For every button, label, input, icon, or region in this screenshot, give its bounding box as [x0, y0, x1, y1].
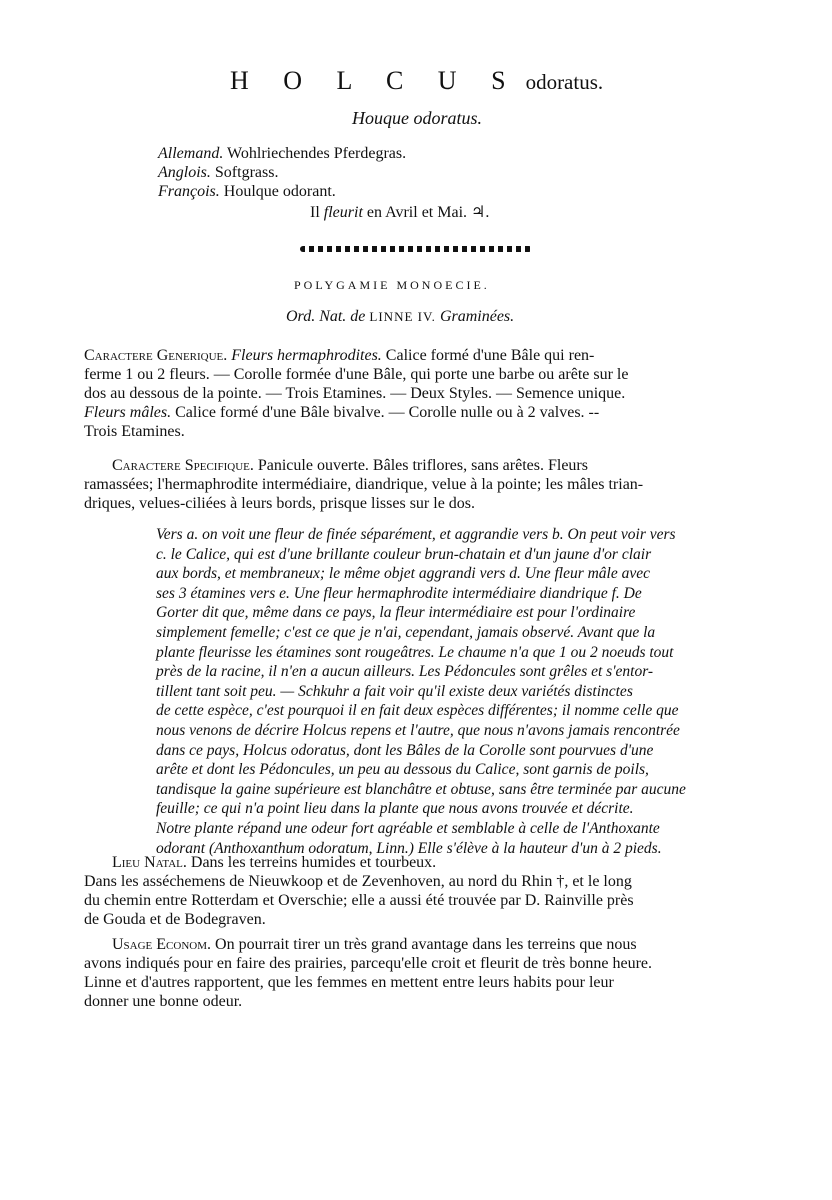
text-line [84, 384, 628, 403]
economic-use-section [84, 935, 652, 1011]
text-line: feuille; ce qui n'a point lieu dans la plante que nous avons trouvée et décrite. [156, 800, 634, 818]
text-run: ramassées; l'hermaphrodite intermédiaire, diandrique, velue à la pointe; les mâles trian- [84, 476, 644, 493]
genus-name: H O L C U S [230, 66, 520, 95]
section-label: Caractere Specifique. [112, 457, 254, 474]
vernacular-name: Softgrass. [214, 164, 279, 181]
text-run: Calice formé d'une Bâle qui ren- [381, 347, 595, 364]
section-label: Lieu Natal. [112, 854, 187, 871]
text-line: Vers a. on voit une fleur de finée séparément, et aggrandie vers b. On peut voir vers [156, 526, 676, 543]
text-line: près de la racine, il n'en a aucun ailleurs. Les Pédoncules sont grêles et s'entor- [156, 663, 654, 681]
flowering-months: en Avril et Mai. ♃. [366, 204, 490, 221]
ornamental-divider [300, 246, 532, 252]
order-prefix: Ord. Nat. de [286, 308, 366, 325]
text-line: avons indiqués pour en faire des prairies, parcequ'elle croit et fleurit de très bonne heure. [84, 955, 652, 972]
specific-character [84, 456, 643, 513]
order-family: Graminées. [439, 308, 515, 325]
vernacular-row [158, 144, 406, 163]
text-run: Fleurs hermaphrodites. [231, 347, 382, 364]
text-line: tandisque la gaine supérieure est blanchâtre et obtuse, sans être terminée par aucune [156, 780, 686, 798]
text-line [84, 365, 628, 384]
habitat-section [84, 853, 634, 929]
french-title: Houque odoratus. [352, 108, 482, 128]
text-line: Gorter dit que, même dans ce pays, la fleur intermédiaire est pour l'ordinaire [156, 604, 636, 622]
text-run: Dans les terreins humides et tourbeux. [186, 854, 437, 871]
text-line: dans ce pays, Holcus odoratus, dont les Bâles de la Corolle sont pourvues d'une [156, 741, 654, 759]
text-line: du chemin entre Rotterdam et Overschie; elle a aussi été trouvée par D. Rainville près [84, 892, 634, 909]
text-line: arête et dont les Pédoncules, un peu au dessous du Calice, sont garnis de poils, [156, 761, 649, 779]
species-name: odoratus. [525, 70, 604, 94]
order-linne: LINNE IV. [369, 309, 436, 324]
linnaean-class: POLYGAMIE MONOECIE. [294, 278, 490, 292]
text-line: tillent tant soit peu. — Schkuhr a fait voir qu'il existe deux variétés distinctes [156, 682, 633, 700]
language-label: Allemand. [158, 145, 224, 162]
vernacular-row [158, 163, 406, 182]
text-run: driques, velues-ciliées à leurs bords, prisque lisses sur le dos. [84, 495, 476, 512]
text-line: Dans les asséchemens de Nieuwkoop et de Zevenhoven, au nord du Rhin †, et le long [84, 873, 632, 890]
flowering-period [310, 202, 489, 222]
text-line [84, 456, 643, 475]
vernacular-names [158, 144, 406, 201]
text-line: de cette espèce, c'est pourquoi il en fait deux espèces différentes; il nomme celle que [156, 702, 679, 720]
text-line: donner une bonne odeur. [84, 993, 243, 1010]
text-line [84, 475, 643, 494]
section-label: Usage Econom. [112, 936, 212, 953]
text-line [84, 422, 628, 441]
text-line: nous venons de décrire Holcus repens et l'autre, que nous n'avons jamais rencontrée [156, 721, 680, 739]
text-line: Notre plante répand une odeur fort agréable et semblable à celle de l'Anthoxante [156, 819, 660, 837]
text-run: Trois Etamines. [84, 423, 185, 440]
text-run: On pourrait tirer un très grand avantage dans les terreins que nous [211, 936, 637, 953]
text-line [84, 346, 628, 365]
text-line: aux bords, et membraneux; le même objet aggrandi vers d. Une fleur mâle avec [156, 565, 651, 583]
text-run: Calice formé d'une Bâle bivalve. — Corolle nulle ou à 2 valves. -- [171, 404, 600, 421]
natural-order [286, 308, 514, 326]
text-line [84, 403, 628, 422]
language-label: Anglois. [158, 164, 211, 181]
flowering-prefix: Il [310, 204, 320, 221]
text-line: ses 3 étamines vers e. Une fleur hermaphrodite intermédiaire diandrique f. De [156, 584, 642, 602]
text-line: Linne et d'autres rapportent, que les femmes en mettent entre leurs habits pour leur [84, 974, 614, 991]
text-line [84, 494, 643, 513]
text-line: plante fleurisse les étamines sont rougeâtres. Le chaume n'a que 1 ou 2 noeuds tout [156, 643, 674, 661]
text-line [84, 935, 652, 954]
text-run: dos au dessous de la pointe. — Trois Etamines. — Deux Styles. — Semence unique. [84, 385, 626, 402]
text-run: ferme 1 ou 2 fleurs. — Corolle formée d'une Bâle, qui porte une barbe ou arête sur le [84, 366, 629, 383]
language-label: François. [158, 183, 220, 200]
text-line: de Gouda et de Bodegraven. [84, 911, 266, 928]
text-run: Panicule ouverte. Bâles triflores, sans arêtes. Fleurs [253, 457, 588, 474]
text-line: c. le Calice, qui est d'une brillante couleur brun-chatain et d'un jaune d'or clair [156, 545, 652, 563]
text-line [112, 853, 634, 872]
vernacular-name: Wohlriechendes Pferdegras. [227, 145, 407, 162]
section-label: Caractere Generique. [84, 347, 228, 364]
plate-description [156, 525, 686, 858]
page-title [230, 66, 603, 96]
generic-character [84, 346, 628, 441]
text-run: Fleurs mâles. [84, 404, 172, 421]
vernacular-name: Houlque odorant. [223, 183, 336, 200]
text-line: odorant (Anthoxanthum odoratum, Linn.) Elle s'élève à la hauteur d'un à 2 pieds. [156, 839, 662, 857]
flowering-verb: fleurit [323, 204, 363, 221]
vernacular-row [158, 182, 406, 201]
text-line: simplement femelle; c'est ce que je n'ai, cependant, jamais observé. Avant que la [156, 623, 656, 641]
